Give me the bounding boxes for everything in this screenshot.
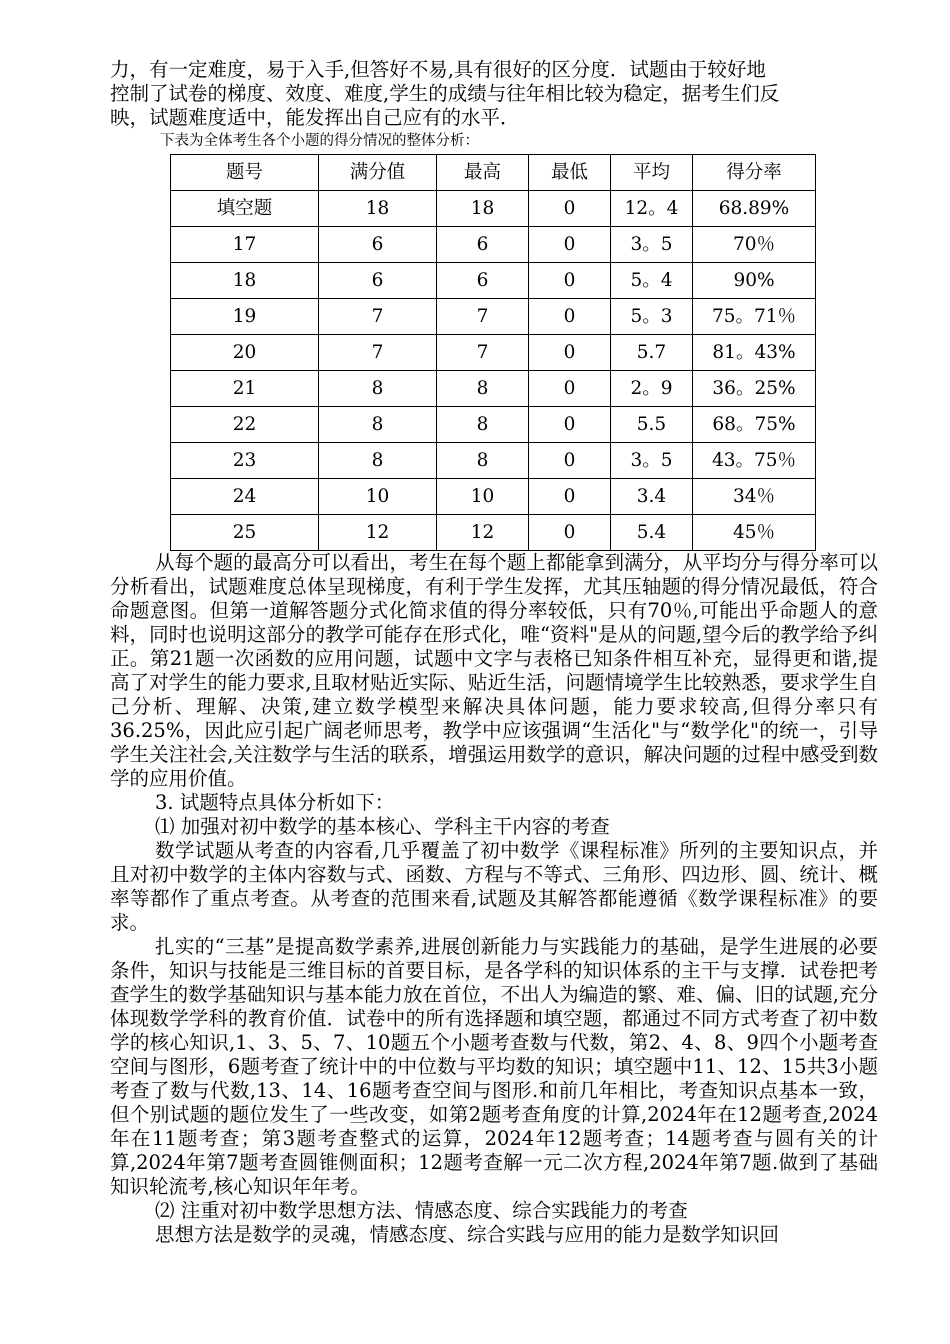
intro-line-2: 控制了试卷的梯度、效度、难度,学生的成绩与往年相比较为稳定，据考生们反 [110, 82, 780, 105]
table-header-row [171, 155, 816, 191]
subsection-heading-2: ⑵ 注重对初中数学思想方法、情感态度、综合实践能力的考查 [155, 1199, 688, 1222]
table-cell: 0 [529, 515, 611, 551]
table-cell: 10 [437, 479, 529, 515]
table-cell: 34％ [693, 479, 816, 515]
table-cell: 43。75％ [693, 443, 816, 479]
table-cell: 8 [319, 407, 437, 443]
table-cell: 0 [529, 371, 611, 407]
table-row [171, 515, 816, 551]
table-row [171, 191, 816, 227]
table-cell: 18 [319, 191, 437, 227]
analysis-paragraph: 从每个题的最高分可以看出，考生在每个题上都能拿到满分，从平均分与得分率可以分析看出，试题难度总体呈现梯度，有利于学生发挥，尤其压轴题的得分情况最低，符合命题意图。但第一道解答题分式化简求值的得分率较低，只有70％,可能出乎命题人的意料，同时也说明这部分的教学可能存在形式化，唯“资料"是从的问题,望今后的教学给予纠正。第21题一次函数的应用问题，试题中文字与表格已知条件相互补充，显得更和谐,提高了对学生的能力要求,且取材贴近实际、贴近生活，问题情境学生比较熟悉，要求学生自己分析、理解、决策,建立数学模型来解决具体问题，能力要求较高,但得分率只有36.25%，因此应引起广阔老师思考，教学中应该强调“生活化"与“数学化"的统一，引导学生关注社会,关注数学与生活的联系，增强运用数学的意识，解决问题的过程中感受到数学的应用价值。 [110, 551, 878, 790]
table-cell: 8 [437, 407, 529, 443]
table-cell: 8 [319, 371, 437, 407]
table-cell: 20 [171, 335, 319, 371]
table-cell: 0 [529, 191, 611, 227]
table-cell: 6 [319, 227, 437, 263]
table-cell: 18 [171, 263, 319, 299]
table-row [171, 263, 816, 299]
table-cell: 24 [171, 479, 319, 515]
table-cell: 12 [437, 515, 529, 551]
table-cell: 23 [171, 443, 319, 479]
table-row [171, 479, 816, 515]
intro-line-1: 力，有一定难度，易于入手,但答好不易,具有很好的区分度．试题由于较好地 [110, 58, 766, 81]
table-cell: 7 [319, 299, 437, 335]
table-cell: 22 [171, 407, 319, 443]
last-paragraph: 思想方法是数学的灵魂，情感态度、综合实践与应用的能力是数学知识回 [155, 1223, 780, 1246]
table-cell: 7 [319, 335, 437, 371]
table-cell: 2。9 [611, 371, 693, 407]
table-row [171, 371, 816, 407]
table-cell: 6 [437, 227, 529, 263]
table-cell: 5。4 [611, 263, 693, 299]
header-cell: 最高 [437, 155, 529, 191]
table-cell: 0 [529, 263, 611, 299]
table-row [171, 299, 816, 335]
table-row [171, 407, 816, 443]
table-cell: 21 [171, 371, 319, 407]
table-cell: 90% [693, 263, 816, 299]
header-cell: 满分值 [319, 155, 437, 191]
table-cell: 3。5 [611, 227, 693, 263]
table-cell: 81。43% [693, 335, 816, 371]
content-paragraph: 数学试题从考查的内容看,几乎覆盖了初中数学《课程标准》所列的主要知识点，并且对初中数学的主体内容数与式、函数、方程与不等式、三角形、四边形、圆、统计、概率等都作了重点考查。从考查的范围来看,试题及其解答都能遵循《数学课程标准》的要求。 [110, 839, 878, 934]
table-cell: 68.89% [693, 191, 816, 227]
table-cell: 7 [437, 335, 529, 371]
table-cell: 25 [171, 515, 319, 551]
header-cell: 平均 [611, 155, 693, 191]
table-cell: 0 [529, 443, 611, 479]
table-cell: 5.7 [611, 335, 693, 371]
table-row [171, 443, 816, 479]
table-cell: 3.4 [611, 479, 693, 515]
table-cell: 75。71％ [693, 299, 816, 335]
table-cell: 6 [437, 263, 529, 299]
section-heading: 3. 试题特点具体分析如下： [155, 791, 395, 814]
table-row [171, 335, 816, 371]
table-cell: 70％ [693, 227, 816, 263]
table-cell: 8 [437, 443, 529, 479]
table-cell: 5.4 [611, 515, 693, 551]
table-cell: 19 [171, 299, 319, 335]
table-caption: 下表为全体考生各个小题的得分情况的整体分析： [160, 133, 479, 149]
subsection-heading-1: ⑴ 加强对初中数学的基本核心、学科主干内容的考查 [155, 815, 610, 838]
table-cell: 0 [529, 299, 611, 335]
header-cell: 题号 [171, 155, 319, 191]
table-cell: 10 [319, 479, 437, 515]
table-cell: 12 [319, 515, 437, 551]
table-cell: 0 [529, 407, 611, 443]
table-cell: 5。3 [611, 299, 693, 335]
table-row [171, 227, 816, 263]
table-cell: 7 [437, 299, 529, 335]
table-cell: 0 [529, 479, 611, 515]
header-cell: 得分率 [693, 155, 816, 191]
table-cell: 8 [319, 443, 437, 479]
table-cell: 0 [529, 227, 611, 263]
table-cell: 8 [437, 371, 529, 407]
table-cell: 3。5 [611, 443, 693, 479]
table-cell: 68。75% [693, 407, 816, 443]
table-cell: 36。25% [693, 371, 816, 407]
table-cell: 0 [529, 335, 611, 371]
table-cell: 5.5 [611, 407, 693, 443]
basics-paragraph: 扎实的“三基”是提高数学素养,进展创新能力与实践能力的基础，是学生进展的必要条件，知识与技能是三维目标的首要目标，是各学科的知识体系的主干与支撑．试卷把考查学生的数学基础知识与基本能力放在首位，不出人为编造的繁、难、偏、旧的试题,充分体现数学学科的教育价值．试卷中的所有选择题和填空题，都通过不同方式考查了初中数学的核心知识,1、3、5、7、10题五个小题考查数与代数，第2、4、8、9四个小题考查空间与图形，6题考查了统计中的中位数与平均数的知识；填空题中11、12、15共3小题考查了数与代数,13、14、16题考查空间与图形.和前几年相比，考查知识点基本一致，但个别试题的题位发生了一些改变，如第2题考查角度的计算,2024年在12题考查,2024年在11题考查；第3题考查整式的运算，2024年12题考查；14题考查与圆有关的计算,2024年第7题考查圆锥侧面积；12题考查解一元二次方程,2024年第7题.做到了基础知识轮流考,核心知识年年考。 [110, 935, 878, 1198]
table-cell: 12。4 [611, 191, 693, 227]
document-page [110, 58, 878, 1247]
table-cell: 45％ [693, 515, 816, 551]
table-cell: 17 [171, 227, 319, 263]
table-cell: 填空题 [171, 191, 319, 227]
score-table [170, 154, 816, 551]
table-cell: 6 [319, 263, 437, 299]
intro-line-3: 映，试题难度适中，能发挥出自己应有的水平． [110, 106, 520, 129]
header-cell: 最低 [529, 155, 611, 191]
table-cell: 18 [437, 191, 529, 227]
